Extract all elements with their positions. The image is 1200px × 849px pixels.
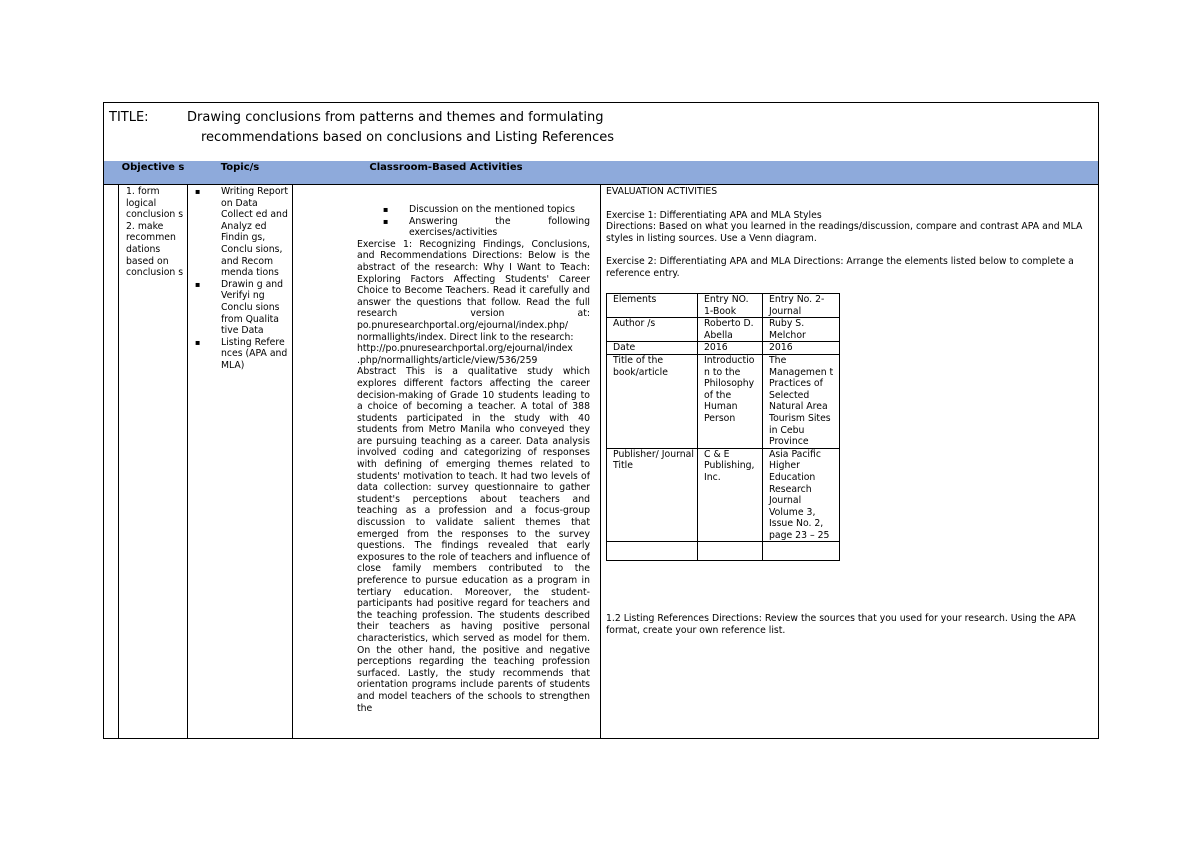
table-row [607, 318, 840, 342]
activities-bullets [381, 204, 590, 239]
table-cell: Entry No. 2-Journal [763, 294, 840, 318]
table-cell: Roberto D. Abella [698, 318, 763, 342]
topics-list [193, 186, 289, 372]
topics-cell [221, 186, 289, 372]
border-bottom [103, 738, 1099, 739]
table-cell [763, 542, 840, 561]
objective-item: 2. make recommen dations based on conclusion s [126, 220, 184, 279]
border-top [103, 102, 1099, 103]
table-cell: 2016 [763, 342, 840, 355]
activities-cell [357, 204, 590, 738]
col-divider-3 [292, 161, 293, 739]
table-cell: The Managemen t Practices of Selected Natural Area Tourism Sites in Cebu Province [763, 354, 840, 448]
reference-table [606, 293, 840, 561]
exercise1-title: Exercise 1: Differentiating APA and MLA Styles [606, 209, 822, 221]
title-text [187, 108, 647, 148]
header-topics: Topic/s [220, 162, 260, 173]
topic-item: ▪ Drawin g and Verifyi ng Conclu sions from Qualita tive Data [193, 279, 289, 337]
topic-item: ▪ Listing Refere nces (APA and MLA) [193, 337, 289, 372]
table-row [607, 448, 840, 542]
objective-item: 1. form logical conclusion s [126, 186, 184, 221]
table-cell: Ruby S. Melchor [763, 318, 840, 342]
table-cell: Asia Pacific Higher Education Research Journal Volume 3, Issue No. 2, page 23 – 25 [763, 448, 840, 542]
topic-item: ▪ Writing Report on Data Collect ed and Analyz ed Findin gs, Conclu sions, and Recom menda tions [193, 186, 289, 279]
col-divider-4 [600, 184, 601, 739]
table-row [607, 354, 840, 448]
title-label: TITLE: [109, 110, 149, 125]
listing-references-text: 1.2 Listing References Directions: Review the sources that you used for your research. Using the APA format, create your own reference list. [606, 613, 1076, 636]
header-activities: Classroom-Based Activities [369, 162, 523, 173]
title-line2: recommendations based on conclusions and Listing References [201, 130, 615, 145]
table-cell: 2016 [698, 342, 763, 355]
table-cell [698, 542, 763, 561]
table-cell: Publisher/ Journal Title [607, 448, 698, 542]
table-row [607, 294, 840, 318]
objectives-cell [126, 186, 184, 279]
exercise2-text: Exercise 2: Differentiating APA and MLA Directions: Arrange the elements listed below to complete a reference entry. [606, 256, 1074, 279]
research-link[interactable]: http://po.pnuresearchportal.org/ejournal/index .php/normallights/article/view/536/259 [357, 343, 573, 366]
col-divider-1 [118, 161, 119, 739]
header-objectives: Objective s [121, 162, 185, 173]
activity-bullet: ▪ Answering the following exercises/activities [381, 216, 590, 239]
table-cell: Introductio n to the Philosophy of the Human Person [698, 354, 763, 448]
table-cell: Date [607, 342, 698, 355]
table-cell: Title of the book/article [607, 354, 698, 448]
table-cell [607, 542, 698, 561]
title-line1: Drawing conclusions from patterns and themes and formulating [187, 110, 604, 125]
table-cell: Entry NO. 1-Book [698, 294, 763, 318]
abstract-text: Abstract This is a qualitative study which explores different factors affecting the career decision-making of Grade 10 students leading to a choice of becoming a teacher. A total of 388 students participated in the study with 40 students from Metro Manila who conveyed they are pursuing teaching as a career. Data analysis involved coding and categorizing of responses with defining of emerging themes related to students' motivation to teach. It had two levels of data collection: survey questionnaire to gather student's perceptions about teachers and teaching as a profession and a focus-group discussion to validate salient themes that emerged from the responses to the survey questions. The findings revealed that early exposures to the role of teachers and influence of close family members contributed to the preference to pursue education as a program in tertiary education. Moreover, the student-participants had positive regard for teachers and the teaching profession. The students described their teachers as having positive personal characteristics, which served as model for them. On the other hand, the positive and negative perceptions regarding the teaching profession surfaced. Lastly, the study recommends that orientation programs include parents of students and model teachers of the schools to strengthen the [357, 366, 590, 714]
border-left [103, 102, 104, 739]
border-header-bottom [103, 184, 1099, 185]
table-cell: Author /s [607, 318, 698, 342]
exercise1-directions: Directions: Based on what you learned in the readings/discussion, compare and contrast APA and MLA styles in listing sources. Use a Venn diagram. [606, 221, 1083, 244]
table-row [607, 542, 840, 561]
table-cell: Elements [607, 294, 698, 318]
table-row [607, 342, 840, 355]
evaluation-cell [606, 186, 1094, 280]
col-divider-2 [187, 161, 188, 739]
border-right [1098, 102, 1099, 739]
evaluation-heading: EVALUATION ACTIVITIES [606, 186, 718, 197]
activity-bullet: ▪ Discussion on the mentioned topics [381, 204, 590, 216]
table-cell: C & E Publishing, Inc. [698, 448, 763, 542]
exercise1-text: Exercise 1: Recognizing Findings, Conclusions, and Recommendations Directions: Below is the abstract of the research: Why I Want to Teach: Exploring Factors Affecting Students' Career Choice to Become Teachers. Read it carefully and answer the questions that follow. Read the full research version at: po.pnuresearchportal.org/ejournal/index.php/ normallights/index. Direct link to the research: [357, 238, 590, 343]
